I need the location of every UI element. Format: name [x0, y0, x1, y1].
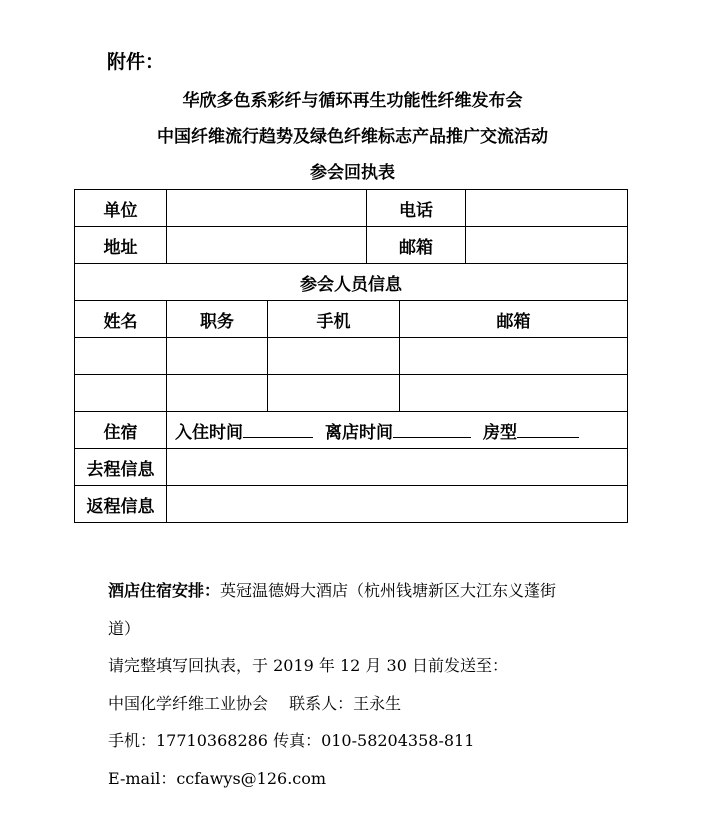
attendee-position-field[interactable] — [167, 338, 268, 375]
col-position-header: 职务 — [167, 301, 268, 338]
attachment-label: 附件： — [107, 51, 165, 73]
registration-form-table — [74, 189, 628, 523]
attendee-name-field[interactable] — [75, 375, 167, 412]
table-row — [75, 190, 628, 227]
address-label: 地址 — [75, 227, 167, 264]
table-row — [75, 301, 628, 338]
lodging-label: 住宿 — [75, 412, 167, 449]
outbound-label: 去程信息 — [75, 449, 167, 486]
col-name-header: 姓名 — [75, 301, 167, 338]
unit-field[interactable] — [167, 190, 367, 227]
checkout-blank[interactable] — [393, 423, 471, 438]
email-label: 邮箱 — [367, 227, 466, 264]
col-mobile-header: 手机 — [268, 301, 400, 338]
lodging-details — [167, 412, 628, 449]
attendee-name-field[interactable] — [75, 338, 167, 375]
unit-label: 单位 — [75, 190, 167, 227]
attendee-position-field[interactable] — [167, 375, 268, 412]
table-row — [75, 375, 628, 412]
table-row — [75, 486, 628, 523]
attendees-header: 参会人员信息 — [75, 264, 628, 301]
contact-line: 中国化学纤维工业协会 联系人：王永生 — [108, 693, 402, 713]
notes-section — [108, 572, 618, 797]
hotel-line — [108, 572, 618, 610]
table-row — [75, 412, 628, 449]
form-title: 参会回执表 — [310, 163, 395, 183]
table-row — [75, 449, 628, 486]
address-field[interactable] — [167, 227, 367, 264]
checkout-label: 离店时间 — [325, 422, 393, 443]
title-line-1: 华欣多色系彩纤与循环再生功能性纤维发布会 — [182, 91, 523, 111]
email-field[interactable] — [466, 227, 628, 264]
hotel-text: 英冠温德姆大酒店（杭州钱塘新区大江东义蓬街 — [220, 581, 557, 600]
room-type-label: 房型 — [483, 422, 517, 443]
room-type-blank[interactable] — [517, 423, 579, 438]
table-row — [75, 338, 628, 375]
instruction-line: 请完整填写回执表，于 2019 年 12 月 30 日前发送至： — [108, 656, 508, 675]
return-label: 返程信息 — [75, 486, 167, 523]
mobile-fax-line: 手机：17710368286 传真：010-58204358-811 — [108, 731, 475, 750]
email-line: E-mail：ccfawys@126.com — [108, 768, 327, 788]
hotel-label: 酒店住宿安排： — [108, 581, 221, 600]
title-line-2: 中国纤维流行趋势及绿色纤维标志产品推广交流活动 — [157, 127, 548, 147]
phone-field[interactable] — [466, 190, 628, 227]
checkin-label: 入住时间 — [175, 422, 243, 443]
return-field[interactable] — [167, 486, 628, 523]
outbound-field[interactable] — [167, 449, 628, 486]
checkin-blank[interactable] — [243, 423, 313, 438]
attendee-mobile-field[interactable] — [268, 338, 400, 375]
phone-label: 电话 — [367, 190, 466, 227]
hotel-line-cont: 道） — [108, 618, 141, 638]
table-row — [75, 264, 628, 301]
table-row — [75, 227, 628, 264]
attendee-email-field[interactable] — [400, 375, 628, 412]
attendee-mobile-field[interactable] — [268, 375, 400, 412]
col-email-header: 邮箱 — [400, 301, 628, 338]
attendee-email-field[interactable] — [400, 338, 628, 375]
